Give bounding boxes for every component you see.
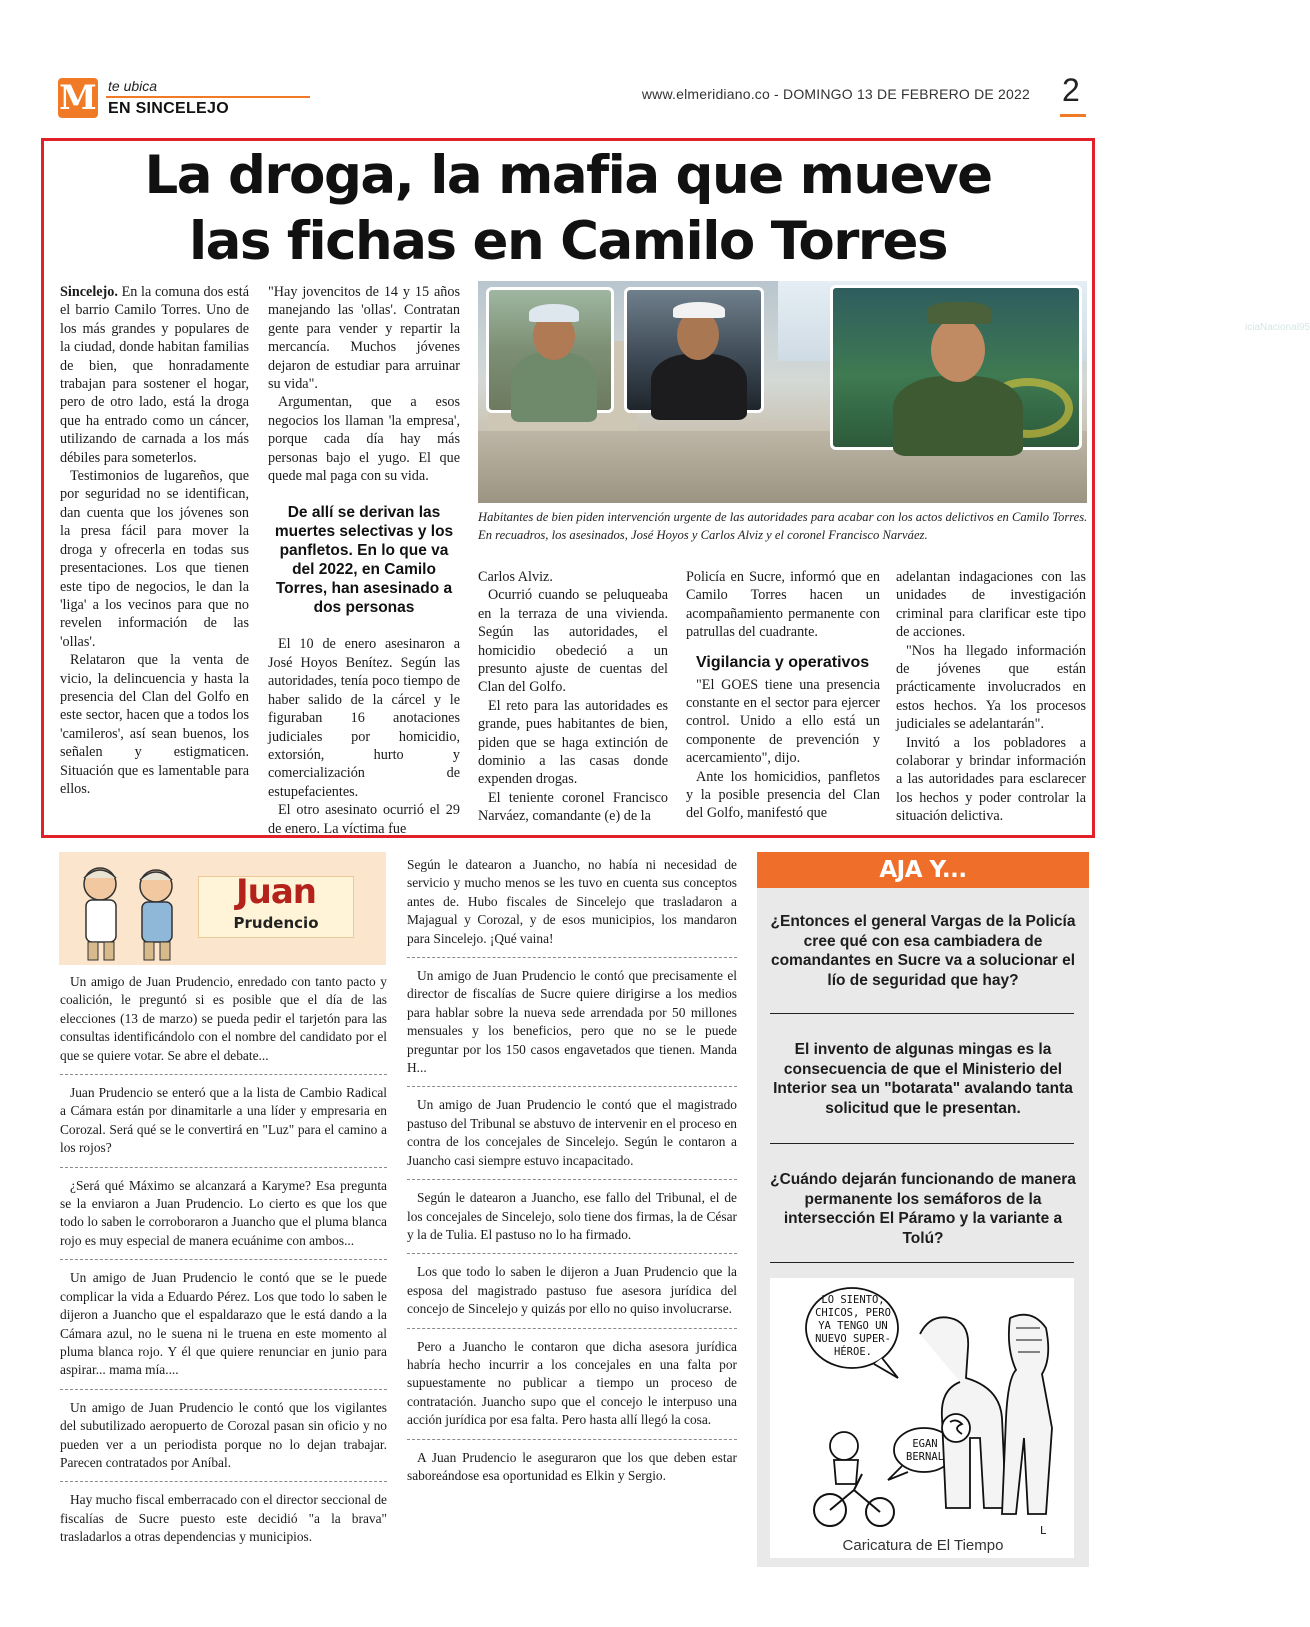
dashed-separator [60, 1481, 387, 1482]
aja-y-title: AJA Y... [757, 852, 1089, 888]
article-paragraph: "Nos ha llegado información de jóvenes que están prácticamente involucrados en estos hechos. Ya los procesos judiciales se adelantarán". [896, 642, 1086, 733]
gossip-item: Hay mucho fiscal emberracado con el director seccional de fiscalías de Sucre puesto este decidió "a la brava" trasladarlos a otras dependencias y municipios. [60, 1492, 387, 1545]
cartoon-speech-bubble-1: LO SIENTO, CHICOS, PERO YA TENGO UN NUEVO SUPER-HÉROE. [815, 1294, 891, 1358]
headline-line-1: La droga, la mafia que mueve [144, 145, 992, 206]
article-paragraph: El reto para las autoridades es grande, pues habitantes de bien, piden que se haga extinción de dominio a las casas donde expenden drogas. [478, 697, 668, 788]
article-paragraph: Invitó a los pobladores a colaborar y brindar información a las autoridades para esclarecer los hechos y poder controlar la situación delictiva. [896, 734, 1086, 825]
page-number: 2 [1062, 72, 1080, 108]
article-paragraph: El teniente coronel Francisco Narváez, comandante (e) de la [478, 789, 668, 825]
dashed-separator [60, 1167, 387, 1168]
article-column-4 [686, 568, 880, 823]
dashed-separator [407, 1086, 737, 1087]
inset-photo-colonel-narvaez [830, 285, 1310, 450]
dashed-separator [60, 1389, 387, 1390]
editorial-cartoon [770, 1278, 1074, 1558]
gossip-item: Pero a Juancho le contaron que dicha asesora jurídica habría hecho incurrir a los concejales en una falta por supuestamente no publicar a tiempo un proceso de contratación. Juancho supo que el concejo le interpuso una acción jurídica por esa falta. Pero hasta allí llegó la cosa. [407, 1338, 737, 1428]
article-column-5 [896, 568, 1086, 826]
article-paragraph: Carlos Alviz. [478, 569, 553, 585]
article-paragraph: "El GOES tiene una presencia constante en el sector para ejercer control. Unido a ello está un componente de prevención y acercamiento", dijo. [686, 676, 880, 767]
newspaper-logo: M [59, 78, 97, 118]
aja-rule [770, 1013, 1074, 1014]
article-paragraph: Policía en Sucre, informó que en Camilo Torres hacen un acompañamiento permanente con patrullas del cuadrante. [686, 569, 880, 641]
gossip-item: Juan Prudencio se enteró que a la lista de Cambio Radical a Cámara están por dinamitarle a una líder y empresaria en Corozal. Será qué se le convertirá en "Luz" para el camino a los rojos? [60, 1085, 387, 1156]
article-paragraph: Testimonios de lugareños, que por seguridad no se identifican, dan cuenta que los jóvenes son la presa fácil para mover la droga y ofrecerla en todas sus presentaciones. Los que tienen este tipo de negocios, le dan la 'liga' a los vecinos para que no revelen información de las 'ollas'. [60, 468, 249, 650]
article-paragraph: Argumentan, que a esos negocios los llaman 'la empresa', porque cada día hay más personas bajo el yugo. El que quede mal paga con su vida. [268, 394, 460, 485]
article-headline [44, 143, 1092, 275]
gossip-item: Un amigo de Juan Prudencio, enredado con tanto pacto y coalición, le preguntó si es posible que el día de las elecciones (13 de marzo) se pueda pedir el tarjetón para las consultas identificándolo con el nombre del candidato por el que se quiere votar. Se abre el debate... [60, 974, 387, 1063]
cartoon-credit: Caricatura de El Tiempo [842, 1537, 1004, 1554]
headline-line-2: las fichas en Camilo Torres [188, 211, 948, 272]
site-and-date: www.elmeridiano.co - DOMINGO 13 DE FEBRERO DE 2022 [641, 86, 1030, 102]
juan-prudencio-column-right [407, 856, 737, 1485]
gossip-item: Según le datearon a Juancho, no había ni necesidad de servicio y mucho menos se les tuvo en cuenta sus conceptos antes de. Hubo fiscales de Sincelejo que trasladaron a Majagual y Corozal, y de esos municipios, los mandaron para Sincelejo. ¡Qué vaina! [407, 857, 737, 946]
gossip-item: Según le datearon a Juancho, ese fallo del Tribunal, el de los concejales de Sincelejo, solo tiene dos firmas, la de César y la de Tulia. El pastuso no lo ha firmado. [407, 1190, 737, 1242]
article-paragraph: El 10 de enero asesinaron a José Hoyos Benítez. Según las autoridades, tenía poco tiempo de haber salido de la cárcel y le figuraban 16 anotaciones judiciales por homicidio, extorsión, hurto y comercialización de estupefacientes. [268, 636, 460, 800]
two-men-illustration-icon [64, 858, 196, 962]
dashed-separator [407, 1439, 737, 1440]
article-column-2 [268, 283, 460, 838]
article-paragraph: Ocurrió cuando se peluqueaba en la terraza de una vivienda. Según las autoridades, el homicidio obedeció a un presunto ajuste de cuentas del Clan del Golfo. [478, 587, 668, 696]
header-tagline: te ubica [108, 78, 158, 94]
article-subheading: De allí se derivan las muertes selectivas y los panfletos. En lo que va del 2022, en Camilo Torres, han asesinado a dos personas [274, 504, 454, 617]
aja-item-2: El invento de algunas mingas es la consecuencia de que el Ministerio del Interior sea un "botarata" avalando tanta solicitud que le presentan. [773, 1041, 1073, 1117]
photo-watermark: iciaNacional95 [1245, 322, 1310, 333]
gossip-item: Un amigo de Juan Prudencio le contó que precisamente el director de fiscalías de Sucre quiere dirigirse a los medios para hablar sobre la nueva sede arrendada por 50 millones mensuales y los beneficios, pero que no se le puede preguntar por los 150 casos engavetados que tienen. Manda H... [407, 968, 737, 1076]
gossip-item: A Juan Prudencio le aseguraron que los que deben estar saboreándose esa oportunidad es Elkin y Sergio. [407, 1449, 737, 1483]
aja-item-1: ¿Entonces el general Vargas de la Policía cree qué con esa cambiadera de comandantes en Sucre va a solucionar el lío de seguridad que hay? [770, 913, 1076, 989]
gossip-item: Un amigo de Juan Prudencio le contó que el magistrado pastuso del Tribunal se abstuvo de intervenir en el proceso en contra de los concejales de Sincelejo. Según le contaron a Juancho casi siempre estuvo incapacitado. [407, 1097, 737, 1168]
dashed-separator [407, 1253, 737, 1254]
aja-rule [770, 1262, 1074, 1263]
juan-prudencio-title: Juan [235, 872, 316, 912]
article-photo [478, 281, 1310, 503]
article-subheading: Vigilancia y operativos [696, 653, 870, 671]
article-paragraph: "Hay jovencitos de 14 y 15 años manejando las 'ollas'. Contratan gente para vender y repartir la mercancía. Muchos jóvenes dejaron de estudiar para arruinar su vida". [268, 284, 460, 393]
juan-prudencio-column-left [60, 973, 387, 1547]
article-paragraph: Relataron que la venta de vicio, la delincuencia y hasta la presencia del Clan del Golfo en este sector, hacen que a todos los 'camileros', así sean buenos, los señalen y estigmaticen. Situación que es lamentable para ellos. [60, 652, 249, 797]
dashed-separator [407, 957, 737, 958]
article-paragraph: El otro asesinato ocurrió el 29 de enero. La víctima fue [268, 802, 460, 837]
photo-caption: Habitantes de bien piden intervención urgente de las autoridades para acabar con los actos delictivos en Camilo Torres. En recuadros, los asesinados, José Hoyos y Carlos Alviz y el coronel Francisco Narváez. [478, 510, 1088, 542]
inset-photo-carlos-alviz [624, 287, 764, 413]
gossip-item: Un amigo de Juan Prudencio le contó que los vigilantes del subutilizado aeropuerto de Corozal pasan sin oficio y no pueden ver a un periodista porque no lo dejan trabajar. Parecen contratados por Aníbal. [60, 1399, 387, 1470]
juan-prudencio-subtitle: Prudencio [233, 914, 319, 932]
inset-photo-jose-hoyos [486, 287, 614, 413]
cartoon-speech-bubble-2: EGAN BERNAL [906, 1438, 944, 1463]
header-accent-line [106, 96, 310, 98]
article-column-1 [60, 283, 249, 798]
article-paragraph: Ante los homicidios, panfletos y la posible presencia del Clan del Golfo, manifestó que [686, 768, 880, 822]
gossip-item: ¿Será qué Máximo se alcanzará a Karyme? Esa pregunta se la enviaron a Juan Prudencio. Lo cierto es que los que todo lo saben le corroboraron a Juancho que el pluma blanca rojo es muy especial de manera ecuánime con ambos... [60, 1177, 387, 1248]
dashed-separator [60, 1074, 387, 1075]
article-paragraph: adelantan indagaciones con las unidades de investigación criminal para clarificar este tipo de acciones. [896, 569, 1086, 641]
dashed-separator [407, 1328, 737, 1329]
dashed-separator [60, 1259, 387, 1260]
gossip-item: Los que todo lo saben le dijeron a Juan Prudencio que la esposa del magistrado pastuso fue asesora jurídica del concejo de Sincelejo y quizás por ello no quiso involucrarse. [407, 1264, 737, 1317]
gossip-item: Un amigo de Juan Prudencio le contó que se le puede complicar la vida a Eduardo Pérez. Los que todo lo saben le dijeron a Juancho que el espaldarazo que le está dando a la Cámara azul, no le suena ni le truena en este momento al pluma blanca rojo. Y él que quiere renunciar en junio para aspirar... mama mía.... [60, 1270, 387, 1378]
paragraph-text: En la comuna dos está el barrio Camilo Torres. Uno de los más grandes y populares de la ciudad, donde habitan familias de bien, que honradamente trabajan para sostener el hogar, pero de otro lado, está la droga que ha entrado como un cáncer, utilizando de carnada a los más débiles para someterlos. [60, 284, 249, 466]
aja-item-3: ¿Cuándo dejarán funcionando de manera permanente los semáforos de la intersección El Páramo y la variante a Tolú? [770, 1171, 1076, 1247]
section-name: EN SINCELEJO [108, 100, 229, 117]
dashed-separator [407, 1179, 737, 1180]
aja-rule [770, 1143, 1074, 1144]
cartoonist-signature: L [1040, 1524, 1047, 1537]
dateline: Sincelejo. [60, 284, 118, 300]
page-number-underline [1060, 114, 1086, 117]
article-paragraph [60, 283, 249, 467]
article-column-3 [478, 568, 668, 826]
